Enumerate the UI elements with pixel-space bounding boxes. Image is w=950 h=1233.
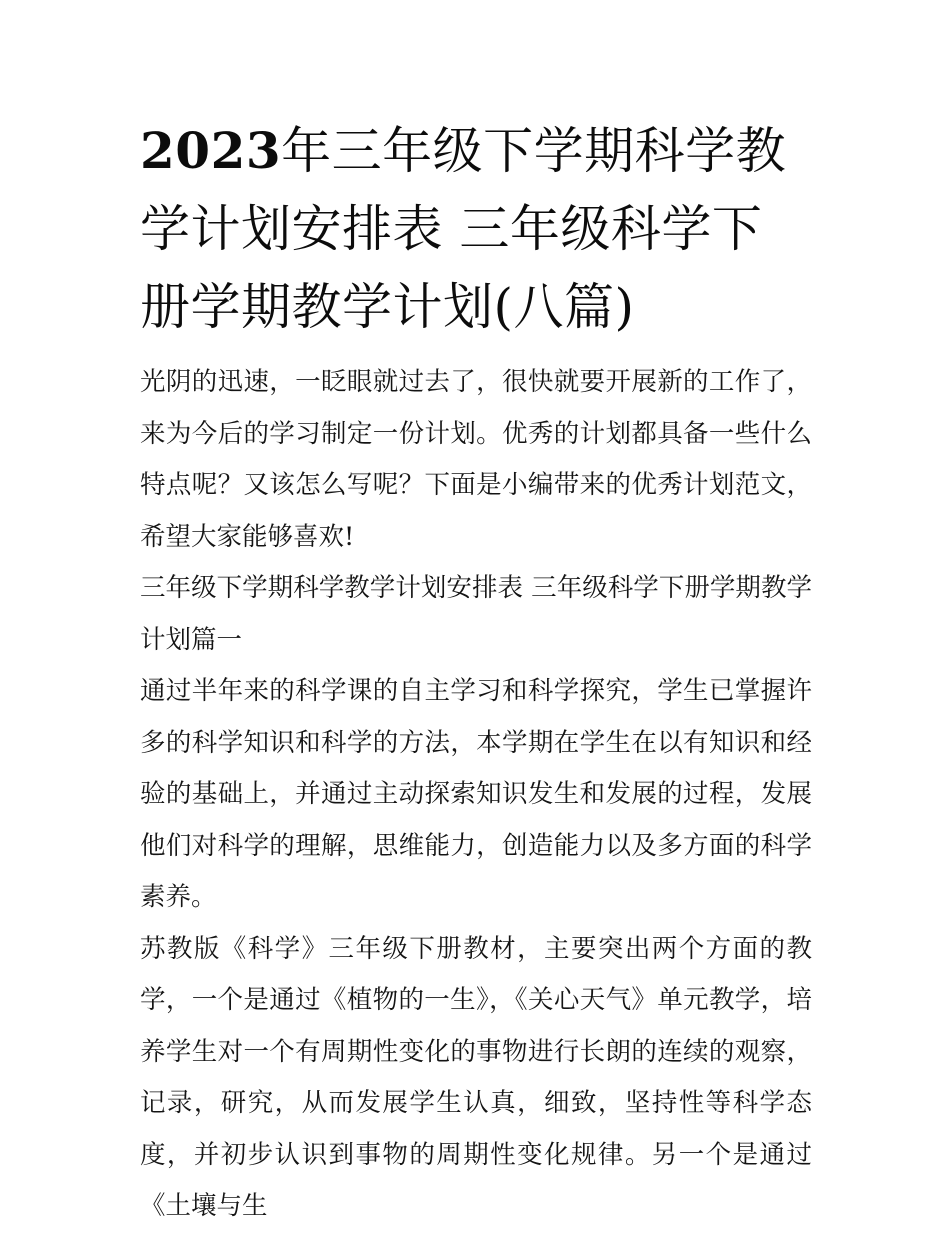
title-year: 2023 — [140, 121, 282, 180]
intro-paragraph: 光阴的迅速，一眨眼就过去了，很快就要开展新的工作了，来为今后的学习制定一份计划。优秀的计划都具备一些什么特点呢？又该怎么写呢？下面是小编带来的优秀计划范文，希望大家能够喜欢! — [140, 367, 812, 552]
document-title — [140, 112, 812, 346]
body-paragraph-1: 通过半年来的科学课的自主学习和科学探究，学生已掌握许多的科学知识和科学的方法，本学期在学生在以有知识和经验的基础上，并通过主动探索知识发生和发展的过程，发展他们对科学的理解，思维能力，创造能力以及多方面的科学素养。 — [140, 676, 812, 912]
section-heading: 三年级下学期科学教学计划安排表 三年级科学下册学期教学计划篇一 — [140, 573, 812, 655]
title-text: 年三年级下学期科学教学计划安排表 三年级科学下册学期教学计划(八篇) — [140, 122, 787, 336]
body-paragraph-2: 苏教版《科学》三年级下册教材，主要突出两个方面的教学，一个是通过《植物的一生》，《关心天气》单元教学，培养学生对一个有周期性变化的事物进行长朗的连续的观察，记录，研究，从而发展学生认真，细致，坚持性等科学态度，并初步认识到事物的周期性变化规律。另一个是通过《土壤与生 — [140, 933, 812, 1221]
document-body — [140, 357, 812, 1233]
document-content — [140, 112, 812, 1233]
